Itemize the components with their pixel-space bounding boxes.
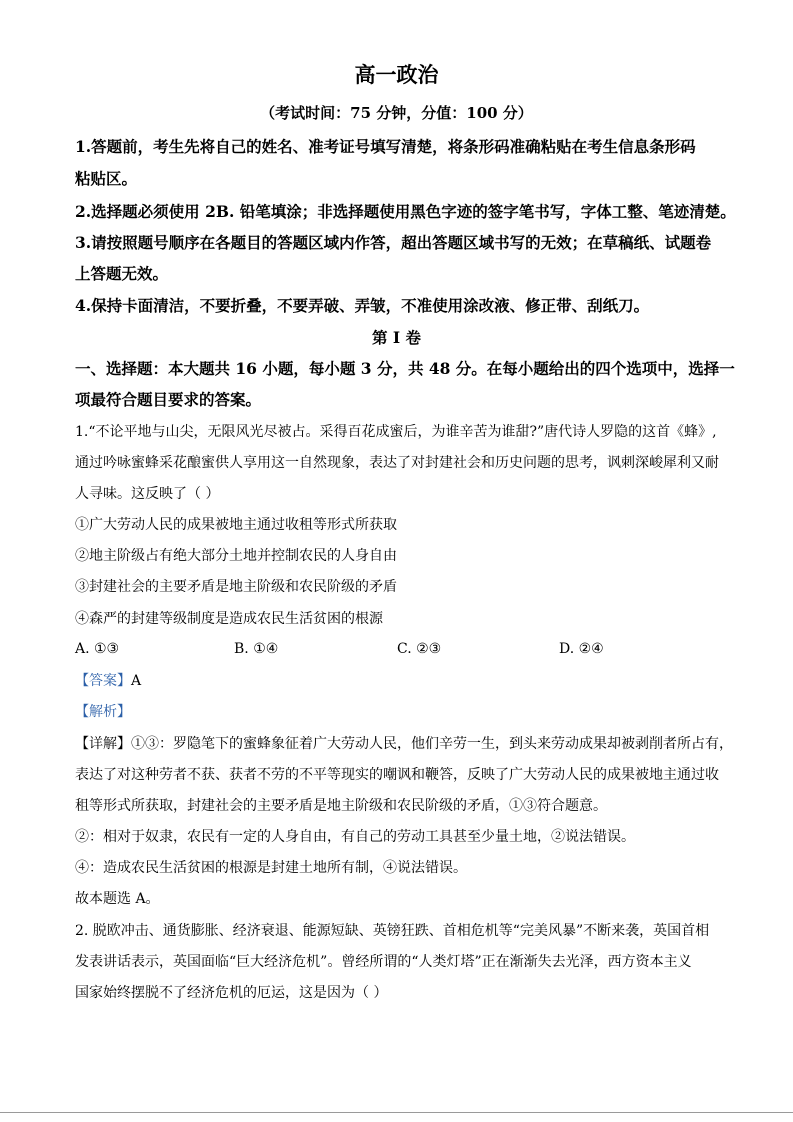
detail-line: ②：相对于奴隶，农民有一定的人身自由，有自己的劳动工具甚至少量土地，②说法错误。: [75, 829, 635, 845]
analysis-label: 【解析】: [75, 704, 131, 720]
detail-line: 表达了对这种劳者不获、获者不劳的不平等现实的嘲讽和鞭答，反映了广大劳动人民的成果被地主通过收: [75, 767, 719, 783]
instruction-line: 4.保持卡面清洁，不要折叠，不要弄破、弄皱，不准使用涂改液、修正带、刮纸刀。: [75, 296, 650, 315]
instruction-line: 2.选择题必须使用 2B. 铅笔填涂；非选择题使用黑色字迹的签字笔书写，字体工整、笔迹清楚。: [75, 202, 736, 221]
instruction-line: 上答题无效。: [75, 264, 169, 283]
statement-item: ②地主阶级占有绝大部分土地并控制农民的人身自由: [75, 548, 397, 564]
answer-line: [75, 674, 141, 688]
question-stem: 1.“不论平地与山尖，无限风光尽被占。采得百花成蜜后，为谁辛苦为谁甜?”唐代诗人罗隐的这首《蜂》,: [75, 424, 717, 440]
detail-line: 【详解】①③：罗隐笔下的蜜蜂象征着广大劳动人民，他们辛劳一生，到头来劳动成果却被剥削者所占有，: [75, 736, 733, 752]
option-a: A. ①③: [75, 641, 120, 657]
question-stem: 国家始终摆脱不了经济危机的厄运，这是因为（ ）: [75, 985, 388, 1001]
option-d: D. ②④: [559, 641, 604, 657]
page-bottom-rule: [0, 1112, 793, 1113]
question-stem: 通过吟咏蜜蜂采花酿蜜供人享用这一自然现象，表达了对封建社会和历史问题的思考，讽刺深峻犀利又耐: [75, 455, 719, 471]
question-stem: 发表讲话表示，英国面临“巨大经济危机”。曾经所谓的“人类灯塔”正在渐渐失去光泽，西方资本主义: [75, 954, 692, 970]
option-c: C. ②③: [397, 641, 442, 657]
exam-info: （考试时间：75 分钟，分值：100 分）: [260, 104, 533, 122]
page-title: 高一政治: [354, 62, 439, 87]
question-stem: 2. 脱欧冲击、通货膨胀、经济衰退、能源短缺、英镑狂跌、首相危机等“完美风暴”不断来袭，英国首相: [75, 923, 710, 939]
statement-item: ①广大劳动人民的成果被地主通过收租等形式所获取: [75, 517, 397, 533]
statement-item: ③封建社会的主要矛盾是地主阶级和农民阶级的矛盾: [75, 579, 397, 595]
detail-line: ④：造成农民生活贫困的根源是封建土地所有制，④说法错误。: [75, 860, 467, 876]
detail-line: 租等形式所获取，封建社会的主要矛盾是地主阶级和农民阶级的矛盾，①③符合题意。: [75, 798, 607, 814]
answer-value: A: [131, 673, 142, 689]
section-heading: 项最符合题目要求的答案。: [75, 390, 262, 409]
instruction-line: 3.请按照题号顺序在各题目的答题区域内作答，超出答题区域书写的无效；在草稿纸、试题卷: [75, 233, 712, 252]
detail-line: 故本题选 A。: [75, 891, 160, 907]
option-b: B. ①④: [234, 641, 279, 657]
section-heading: 一、选择题：本大题共 16 小题，每小题 3 分，共 48 分。在每小题给出的四个选项中，选择一: [75, 359, 735, 378]
question-stem: 人寻味。这反映了（ ）: [75, 486, 220, 502]
volume-heading: 第 I 卷: [371, 328, 422, 347]
instruction-line: 1.答题前，考生先将自己的姓名、准考证号填写清楚，将条形码准确粘贴在考生信息条形码: [75, 137, 696, 156]
answer-label: 【答案】: [75, 673, 131, 689]
statement-item: ④森严的封建等级制度是造成农民生活贫困的根源: [75, 611, 383, 627]
instruction-line: 粘贴区。: [75, 169, 138, 188]
